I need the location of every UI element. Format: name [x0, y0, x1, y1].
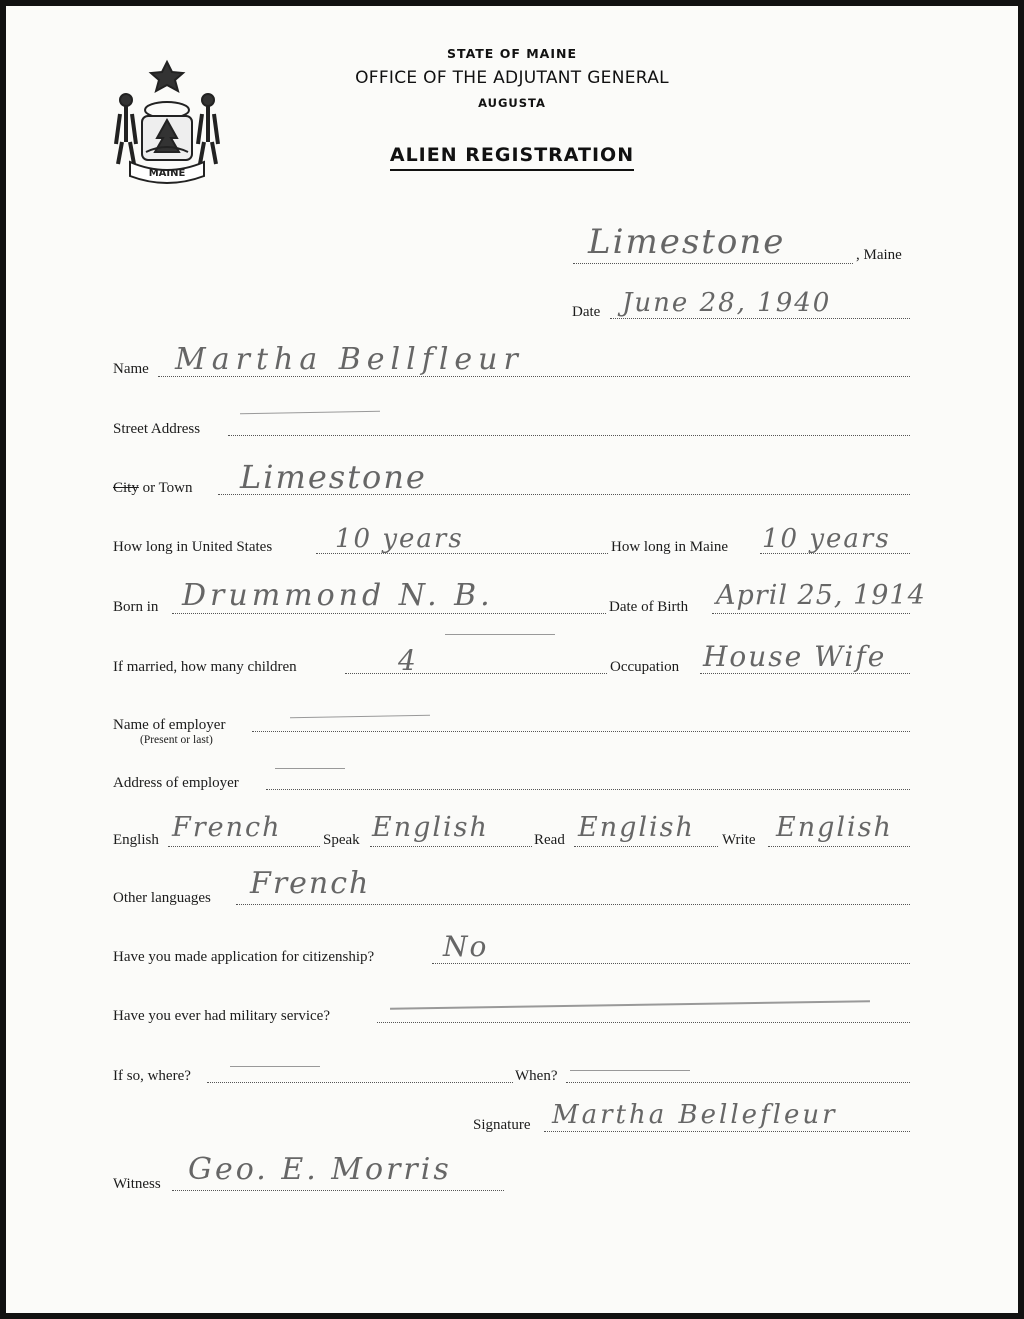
citizenship-value: No: [443, 930, 489, 963]
speak-value: English: [372, 812, 489, 843]
employer-note: (Present or last): [140, 734, 213, 746]
date-of-birth-value: April 25, 1914: [716, 580, 926, 611]
read-label: Read: [534, 832, 565, 848]
read-value: English: [578, 812, 695, 843]
write-value: English: [776, 812, 893, 843]
occupation-label: Occupation: [610, 659, 680, 675]
witness-label: Witness: [113, 1176, 161, 1192]
date-label: Date: [572, 304, 601, 320]
how-long-us-label: How long in United States: [113, 539, 273, 555]
born-in-label: Born in: [113, 599, 159, 615]
date-of-birth-label: Date of Birth: [609, 599, 689, 615]
write-label: Write: [722, 832, 756, 848]
how-long-maine-label: How long in Maine: [611, 539, 729, 555]
signature-value: Martha Bellefleur: [552, 1100, 838, 1130]
children-label: If married, how many children: [113, 659, 297, 675]
place-value: Limestone: [588, 222, 786, 262]
town-value: Limestone: [240, 458, 427, 496]
english-label: English: [113, 832, 159, 848]
occupation-value: House Wife: [703, 640, 887, 673]
city-heading: AUGUSTA: [478, 96, 546, 110]
name-value: Martha Bellfleur: [175, 342, 524, 377]
date-value: June 28, 1940: [622, 288, 832, 318]
english-value: French: [172, 812, 282, 843]
name-label: Name: [113, 361, 149, 377]
born-in-value: Drummond N. B.: [182, 578, 494, 613]
other-languages-value: French: [250, 866, 371, 901]
svg-text:MAINE: MAINE: [148, 168, 186, 179]
office-heading: OFFICE OF THE ADJUTANT GENERAL: [355, 68, 669, 88]
other-languages-label: Other languages: [113, 890, 211, 906]
street-address-label: Street Address: [113, 421, 201, 437]
maine-label: , Maine: [856, 247, 902, 263]
employer-address-label: Address of employer: [113, 775, 239, 791]
if-so-where-label: If so, where?: [113, 1068, 191, 1084]
signature-label: Signature: [473, 1117, 531, 1133]
military-label: Have you ever had military service?: [113, 1008, 330, 1024]
when-label: When?: [515, 1068, 558, 1084]
children-value: 4: [398, 644, 418, 677]
employer-name-label: Name of employer: [113, 717, 226, 733]
witness-value: Geo. E. Morris: [188, 1152, 452, 1187]
form-title: ALIEN REGISTRATION: [0, 144, 1024, 166]
state-heading: STATE OF MAINE: [447, 46, 577, 61]
town-label: City or Town: [113, 480, 193, 496]
years-maine-value: 10 years: [762, 524, 891, 554]
citizenship-label: Have you made application for citizenship?: [113, 949, 375, 965]
speak-label: Speak: [323, 832, 360, 848]
years-us-value: 10 years: [335, 524, 464, 554]
